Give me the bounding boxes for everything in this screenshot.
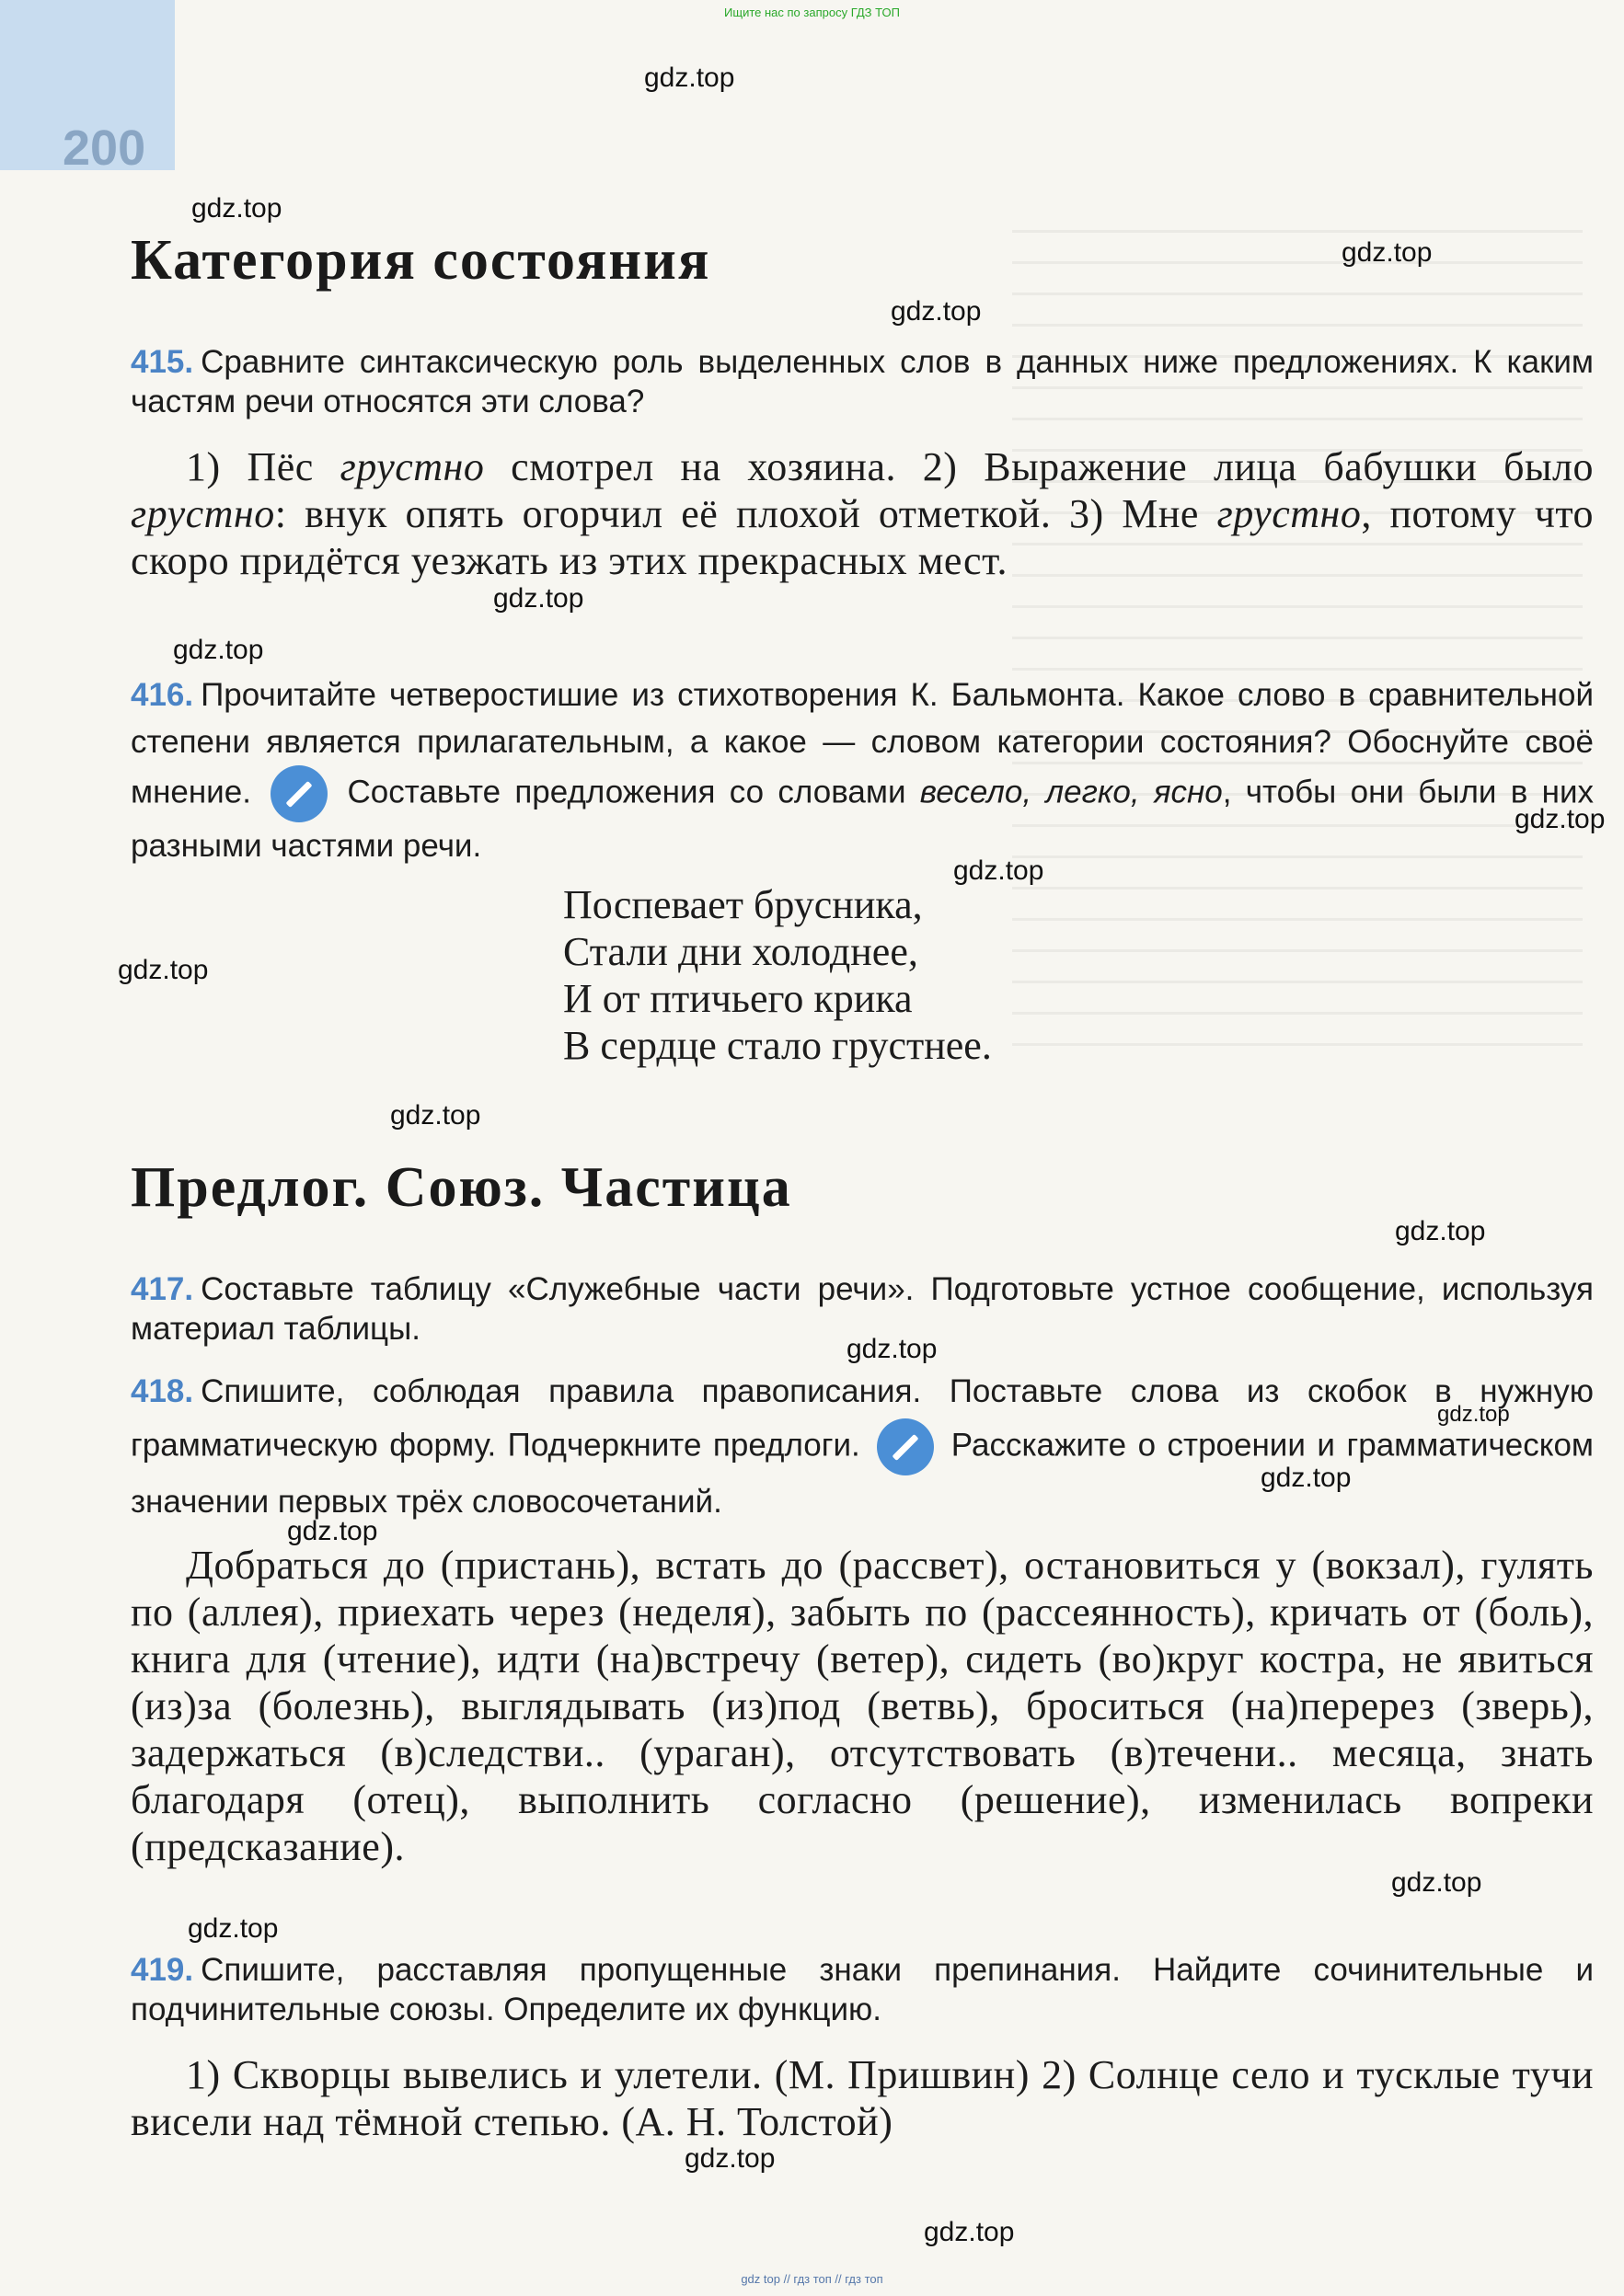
pencil-icon <box>271 765 328 822</box>
task-415 <box>131 342 1594 421</box>
exercise-text: : внук опять огорчил её плохой отметкой. 3) Мне <box>274 491 1217 536</box>
task-419 <box>131 1950 1594 2029</box>
task-number: 415. <box>131 344 194 380</box>
watermark: gdz.top <box>390 1100 481 1131</box>
highlighted-word: грустно <box>340 444 485 489</box>
highlighted-word: грустно <box>131 491 275 536</box>
exercise-419: 1) Скворцы вывелись и улетели. (М. Пришвин) 2) Солнце село и тусклые тучи висели над тёмной степью. (А. Н. Толстой) <box>131 2052 1594 2144</box>
top-note: Ищите нас по запросу ГДЗ ТОП <box>724 6 900 19</box>
task-number: 417. <box>131 1271 194 1307</box>
watermark: gdz.top <box>118 955 209 985</box>
poem-line: И от птичьего крика <box>563 976 913 1021</box>
pencil-icon <box>877 1418 934 1475</box>
exercise-text: смотрел на хозяина. 2) Выражение лица бабушки было <box>484 444 1594 489</box>
task-text: Сравните синтаксическую роль выделенных слов в данных ниже предложениях. К каким частям речи относятся эти слова? <box>131 344 1594 419</box>
watermark: gdz.top <box>287 1516 378 1546</box>
task-text: Составьте таблицу «Служебные части речи». Подготовьте устное сообщение, используя материал таблицы. <box>131 1271 1594 1347</box>
task-number: 419. <box>131 1952 194 1988</box>
watermark: gdz.top <box>191 193 282 224</box>
poem-line: В сердце стало грустнее. <box>563 1023 992 1068</box>
task-text: Составьте предложения со словами <box>333 774 920 810</box>
watermark: gdz.top <box>1437 1402 1510 1427</box>
task-418 <box>131 1365 1594 1529</box>
watermark: gdz.top <box>685 2143 776 2174</box>
task-number: 418. <box>131 1373 194 1409</box>
task-text: Расскажите о строении и грамматическом значении первых трёх словосочетаний. <box>131 1427 1594 1520</box>
page-number: 200 <box>63 121 146 176</box>
poem-line: Стали дни холоднее, <box>563 929 918 974</box>
exercise-418: Добраться до (пристань), встать до (рассвет), остановиться у (вокзал), гулять по (аллея), приехать через (неделя), забыть по (рассеянность), кричать от (боль), книга для (чтение), идти (на)встречу (ветер), сидеть (во)круг костра, не явиться (из)за (болезнь), выглядывать (из)под (ветвь), броситься (на)перерез (зверь), задержаться (в)следстви.. (ураган), отсутствовать (в)течени.. месяца, знать благодаря (отец), выполнить согласно (решение), изменилась вопреки (предсказание). <box>131 1543 1594 1869</box>
highlighted-word: грустно <box>1216 491 1362 536</box>
watermark: gdz.top <box>1515 804 1606 834</box>
task-words: весело, легко, ясно <box>919 774 1223 810</box>
task-text: Спишите, расставляя пропущенные знаки препинания. Найдите сочинительные и подчинительные союзы. Определите их функцию. <box>131 1952 1594 2027</box>
watermark: gdz.top <box>188 1913 279 1944</box>
section-title: Категория состояния <box>131 229 711 292</box>
watermark: gdz.top <box>891 296 982 327</box>
task-416 <box>131 672 1594 869</box>
task-417 <box>131 1269 1594 1349</box>
watermark: gdz.top <box>644 63 735 93</box>
watermark: gdz.top <box>953 855 1044 886</box>
exercise-text: 1) Пёс <box>186 444 340 489</box>
watermark: gdz.top <box>1342 237 1433 268</box>
exercise-415 <box>131 443 1594 584</box>
poem-line: Поспевает брусника, <box>563 882 923 927</box>
watermark: gdz.top <box>847 1334 938 1364</box>
watermark: gdz.top <box>1395 1216 1486 1246</box>
task-number: 416. <box>131 677 194 713</box>
bottom-note: gdz top // гдз топ // гдз топ <box>741 2272 883 2286</box>
watermark: gdz.top <box>924 2217 1015 2247</box>
task-text: , чтобы они были в них разными частями речи. <box>131 774 1594 864</box>
poem <box>563 881 1391 1069</box>
exercise-text: , потому что скоро придётся уезжать из этих прекрасных мест. <box>131 491 1594 583</box>
watermark: gdz.top <box>1391 1867 1482 1898</box>
watermark: gdz.top <box>173 635 264 665</box>
task-text: Прочитайте четверостишие из стихотворения К. Бальмонта. Какое слово в сравнительной степени является прилагательным, а какое — словом категории состояния? Обоснуйте своё мнение. <box>131 677 1594 810</box>
section-title: Предлог. Союз. Частица <box>131 1156 792 1219</box>
watermark: gdz.top <box>1261 1463 1352 1493</box>
task-text: Спишите, соблюдая правила правописания. Поставьте слова из скобок в нужную грамматическую форму. Подчеркните предлоги. <box>131 1373 1594 1464</box>
watermark: gdz.top <box>493 583 584 614</box>
